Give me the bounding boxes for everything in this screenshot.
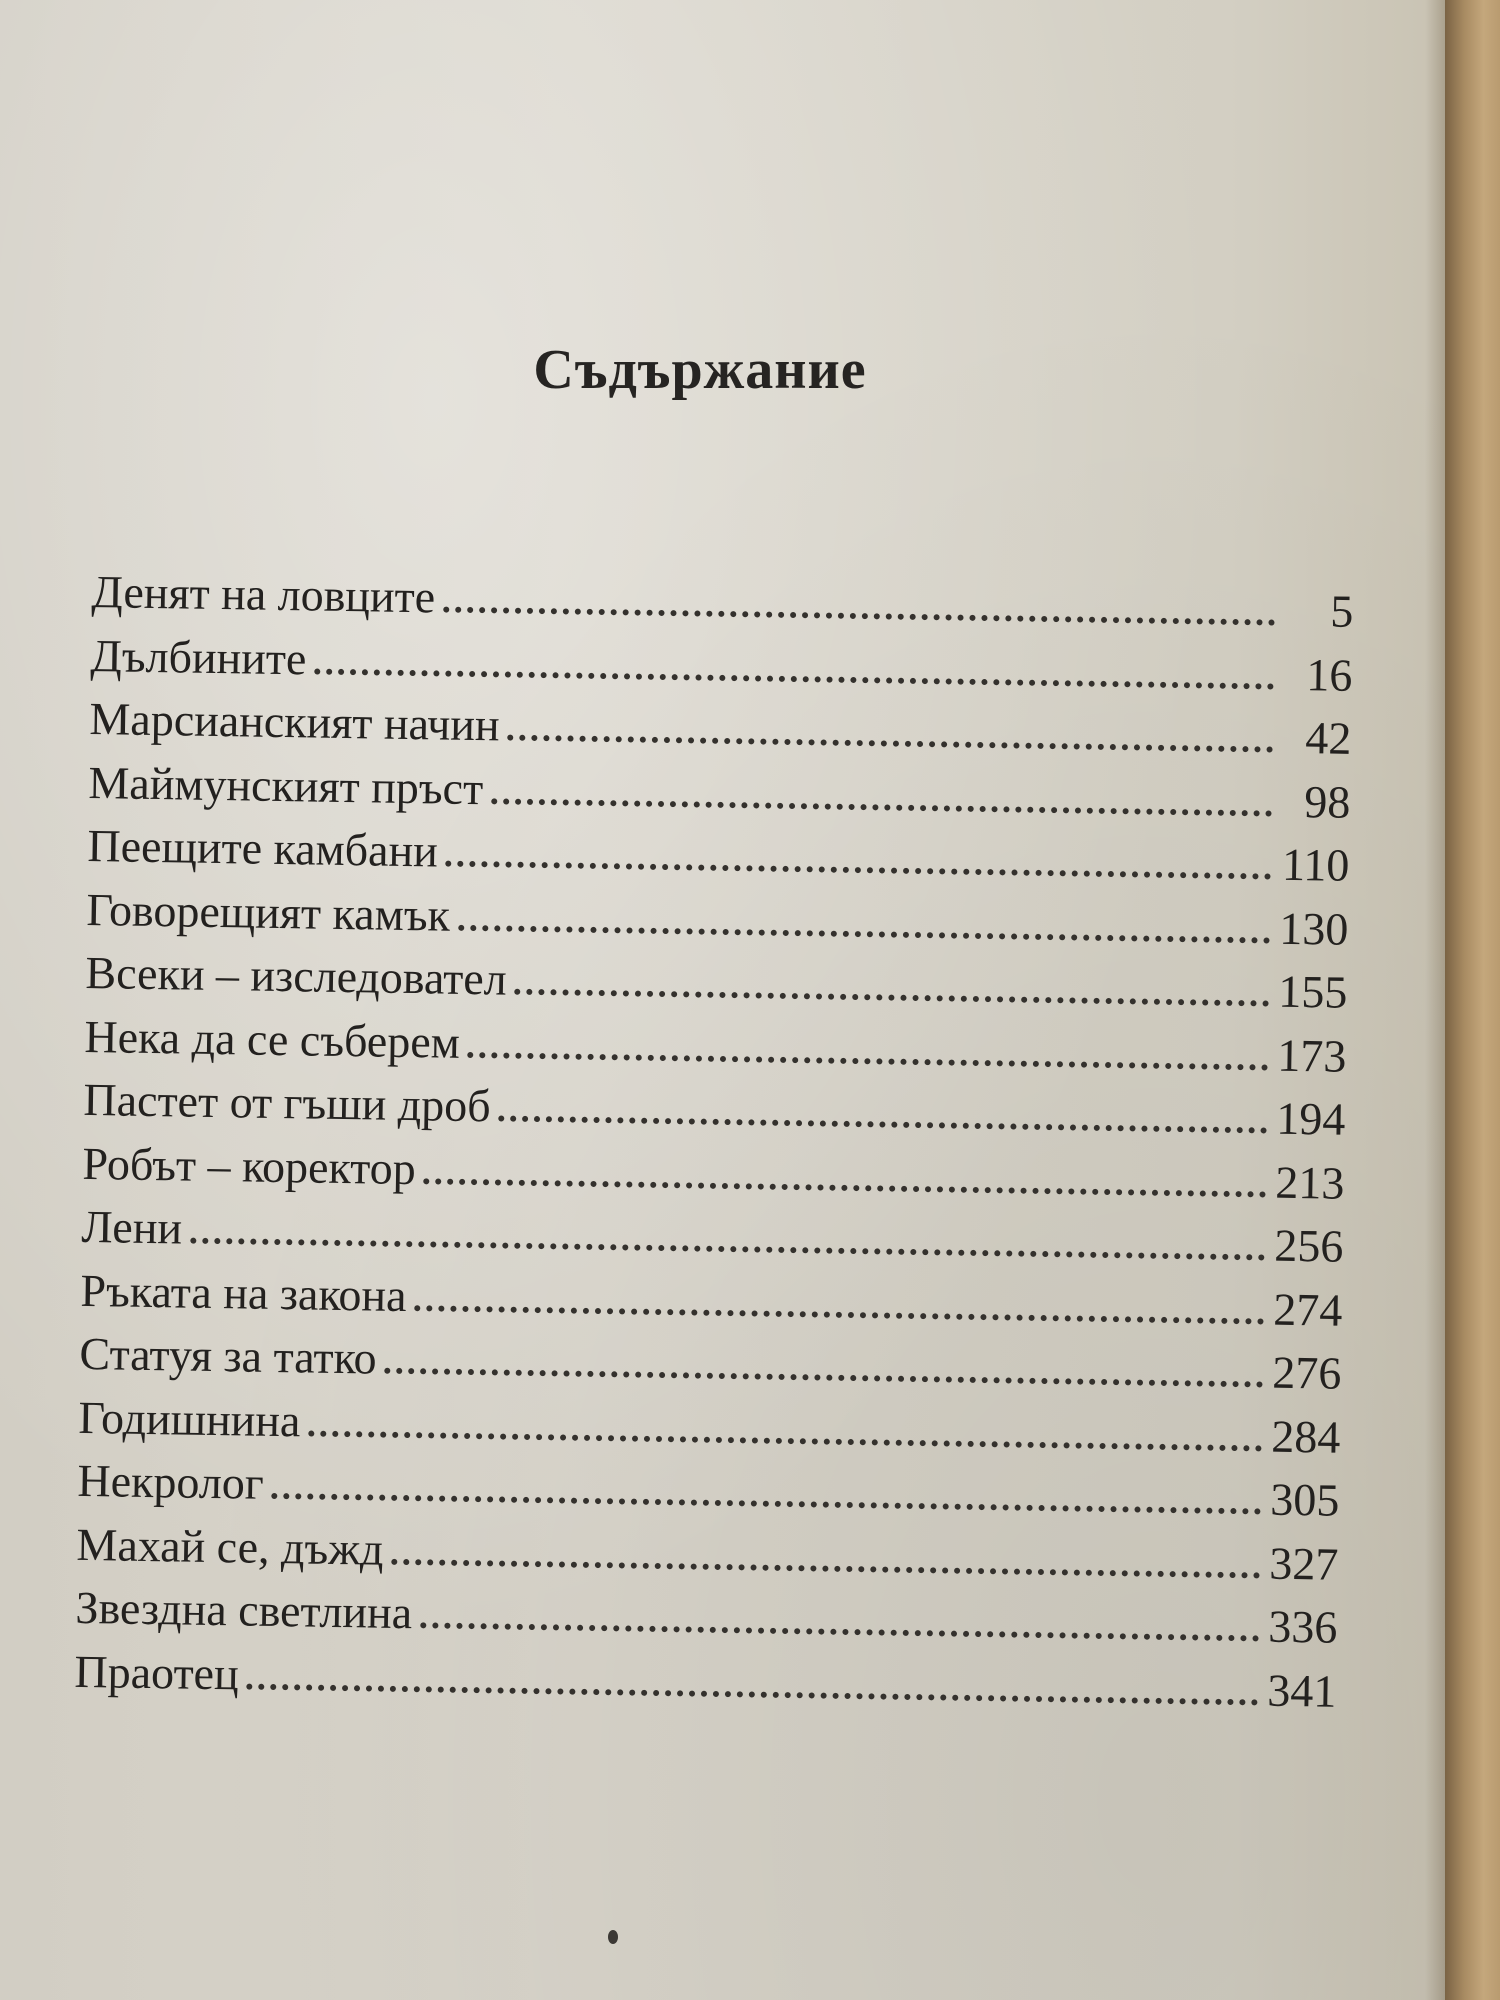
toc-entry-title: Годишнина bbox=[78, 1391, 301, 1446]
toc-dot-leader bbox=[446, 861, 1272, 880]
toc-dot-leader bbox=[491, 798, 1272, 816]
toc-entry-page-number: 276 bbox=[1271, 1346, 1342, 1399]
toc-dot-leader bbox=[420, 1622, 1259, 1641]
toc-dot-leader bbox=[314, 668, 1274, 689]
toc-entry-title: Пастет от гъши дроб bbox=[83, 1073, 492, 1132]
toc-entry-title: Некролог bbox=[77, 1454, 265, 1509]
book-cover-edge bbox=[1445, 0, 1500, 2000]
toc-dot-leader bbox=[443, 607, 1275, 626]
toc-dot-leader bbox=[384, 1368, 1263, 1388]
toc-entry-title: Говорещият камък bbox=[86, 883, 451, 941]
toc-entry-page-number: 336 bbox=[1267, 1600, 1338, 1653]
toc-dot-leader bbox=[498, 1115, 1267, 1133]
toc-entry-title: Лени bbox=[81, 1200, 183, 1254]
toc-entry-title: Махай се, дъжд bbox=[76, 1518, 384, 1575]
toc-dot-leader bbox=[246, 1683, 1258, 1705]
toc-entry-page-number: 130 bbox=[1278, 902, 1349, 955]
toc-entry-title: Дълбините bbox=[90, 629, 307, 684]
toc-entry-page-number: 173 bbox=[1276, 1029, 1347, 1082]
toc-entry-page-number: 327 bbox=[1268, 1537, 1339, 1590]
toc-dot-leader bbox=[271, 1493, 1261, 1515]
toc-entry-title: Робът – коректор bbox=[82, 1137, 417, 1194]
toc-dot-leader bbox=[468, 1051, 1269, 1070]
toc-entry-page-number: 194 bbox=[1275, 1092, 1346, 1145]
toc-entry-title: Всеки – изследовател bbox=[85, 946, 508, 1005]
toc-entry-title: Пеещите камбани bbox=[87, 819, 439, 877]
page-heading: Съдържание bbox=[533, 338, 867, 401]
toc-entry-page-number: 5 bbox=[1329, 585, 1354, 637]
toc-entry-page-number: 42 bbox=[1304, 712, 1352, 764]
page-edge-shadow bbox=[1425, 0, 1445, 2000]
toc-dot-leader bbox=[507, 735, 1273, 753]
toc-entry-page-number: 284 bbox=[1270, 1410, 1341, 1463]
toc-entry-title: Статуя за татко bbox=[79, 1327, 377, 1384]
table-of-contents bbox=[74, 560, 1354, 1723]
toc-entry-page-number: 98 bbox=[1303, 775, 1351, 828]
toc-entry-title: Денят на ловците bbox=[91, 565, 436, 623]
toc-dot-leader bbox=[414, 1305, 1264, 1324]
toc-entry-page-number: 341 bbox=[1267, 1664, 1337, 1717]
toc-entry-page-number: 155 bbox=[1277, 965, 1348, 1018]
toc-entry-title: Марсианският начин bbox=[89, 692, 500, 751]
toc-dot-leader bbox=[308, 1430, 1262, 1451]
toc-entry-page-number: 305 bbox=[1269, 1473, 1340, 1526]
toc-entry-title: Звездна светлина bbox=[75, 1581, 413, 1639]
toc-dot-leader bbox=[190, 1238, 1265, 1261]
toc-entry-title: Ръката на закона bbox=[80, 1264, 407, 1321]
toc-entry-page-number: 110 bbox=[1281, 838, 1350, 891]
toc-entry-page-number: 256 bbox=[1273, 1219, 1344, 1272]
toc-dot-leader bbox=[458, 924, 1270, 943]
toc-entry-title: Нека да се съберем bbox=[84, 1010, 461, 1068]
toc-dot-leader bbox=[424, 1178, 1267, 1197]
toc-dot-leader bbox=[514, 989, 1269, 1007]
toc-entry-title: Праотец bbox=[74, 1645, 240, 1699]
toc-entry-page-number: 213 bbox=[1274, 1156, 1345, 1209]
paper-speck bbox=[608, 1930, 618, 1944]
toc-entry-title: Маймунският пръст bbox=[88, 756, 484, 814]
toc-entry-page-number: 274 bbox=[1272, 1283, 1343, 1336]
toc-dot-leader bbox=[391, 1558, 1260, 1578]
toc-entry-page-number: 16 bbox=[1305, 648, 1353, 701]
